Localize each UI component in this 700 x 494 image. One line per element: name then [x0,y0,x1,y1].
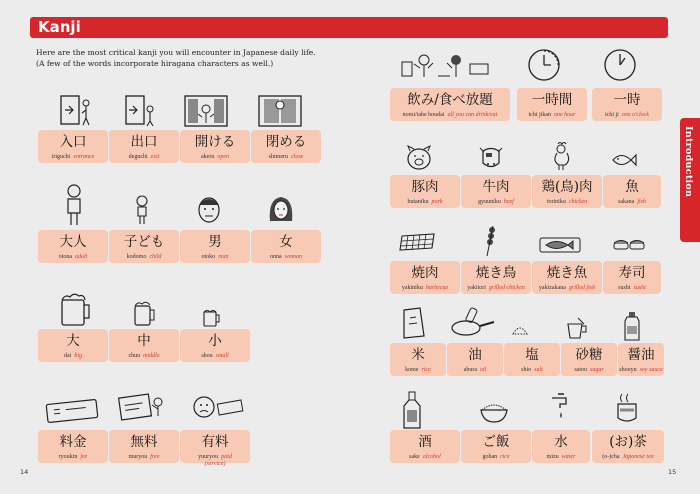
card-ichi-jikan: 一時間 ichi jikan one hour [517,88,587,121]
page-number-right: 15 [668,468,677,476]
exit-door-icon [122,93,160,129]
grill-icon [398,230,438,256]
clock-one-icon [602,46,638,84]
card-yakitori: 焼き鳥 yakitori grilled chicken [461,261,531,294]
pig-icon [404,144,434,172]
sake-bottle-icon [400,390,424,430]
card-shou: 小 shou small [180,329,250,362]
card-akeru: 開ける akeru open [180,130,250,163]
big-beer-mug-icon [58,292,92,328]
adult-icon [62,183,86,227]
chapter-tab-label: Introduction [683,126,694,198]
close-window-icon [256,93,304,129]
party-icon [398,50,494,84]
soy-sauce-bottle-icon [622,310,642,342]
tea-cup-icon [614,392,640,424]
card-yuuryou: 有料 yuuryou paid (service) [180,430,250,463]
card-yakizakana: 焼き魚 yakizakana grilled fish [532,261,602,294]
card-gohan: ご飯 gohan rice [461,430,531,463]
card-otoko: 男 otoko man [180,230,250,263]
card-nomi-tabe-houdai: 飲み/食べ放題 nomi/tabe houdai all you can drink/eat [390,88,510,121]
rice-bowl-icon [478,400,510,424]
card-shouyu: 醤油 shouyu soy sauce [618,343,664,376]
card-sushi: 寿司 sushi sushi [603,261,661,294]
card-kome: 米 kome rice [390,343,446,376]
cow-icon [476,142,506,172]
card-onna: 女 onna woman [251,230,321,263]
child-icon [134,195,150,225]
woman-face-icon [266,193,296,225]
card-o-cha: (お)茶 (o-)cha Japanese tea [592,430,664,463]
chicken-icon [548,140,574,172]
card-kodomo: 子ども kodomo child [109,230,179,263]
card-ryoukin: 料金 ryoukin fee [38,430,108,463]
card-dai: 大 dai big [38,329,108,362]
frying-pan-icon [448,306,498,340]
intro-text [36,47,316,69]
card-deguchi: 出口 deguchi exit [109,130,179,163]
card-sake: 酒 sake alcohol [390,430,460,463]
free-flyer-icon [116,392,168,426]
rice-bag-icon [398,306,426,340]
card-abura: 油 abura oil [447,343,503,376]
water-faucet-icon [548,392,576,428]
intro-line-1: Here are the most critical kanji you will encounter in Japanese daily life. [36,48,316,57]
man-face-icon [194,193,224,225]
card-satou: 砂糖 satou sugar [561,343,617,376]
chapter-tab[interactable] [680,118,700,242]
card-toriniku: 鶏(鳥)肉 toriniku chicken [532,175,602,208]
card-gyuuniku: 牛肉 gyuuniku beef [461,175,531,208]
salt-icon [510,322,530,336]
sushi-icon [612,236,646,252]
page-number-left: 14 [20,468,29,476]
section-header-bar [30,17,668,38]
section-title: Kanji [38,18,81,36]
card-chuu: 中 chuu middle [109,329,179,362]
entrance-door-icon [56,93,94,129]
medium-beer-mug-icon [132,300,158,328]
ticket-icon [44,396,100,426]
card-shio: 塩 shio salt [504,343,560,376]
paid-service-icon [190,392,246,426]
card-butaniku: 豚肉 butaniku pork [390,175,460,208]
card-otona: 大人 otona adult [38,230,108,263]
grilled-fish-icon [538,234,582,254]
card-iriguchi: 入口 iriguchi entrance [38,130,108,163]
card-muryou: 無料 muryou free [109,430,179,463]
open-window-icon [182,93,230,129]
small-beer-mug-icon [202,308,222,328]
fish-icon [610,150,638,170]
clock-hour-icon [526,46,562,84]
sugar-cup-icon [564,316,590,340]
card-mizu: 水 mizu water [532,430,590,463]
skewer-icon [480,224,500,258]
card-shimeru: 閉める shimeru close [251,130,321,163]
card-ichi-ji: 一時 ichi ji one o'clock [592,88,662,121]
card-yakiniku: 焼肉 yakiniku barbecue [390,261,460,294]
card-sakana: 魚 sakana fish [603,175,661,208]
intro-line-2: (A few of the words incorporate hiragana characters as well.) [36,59,274,68]
